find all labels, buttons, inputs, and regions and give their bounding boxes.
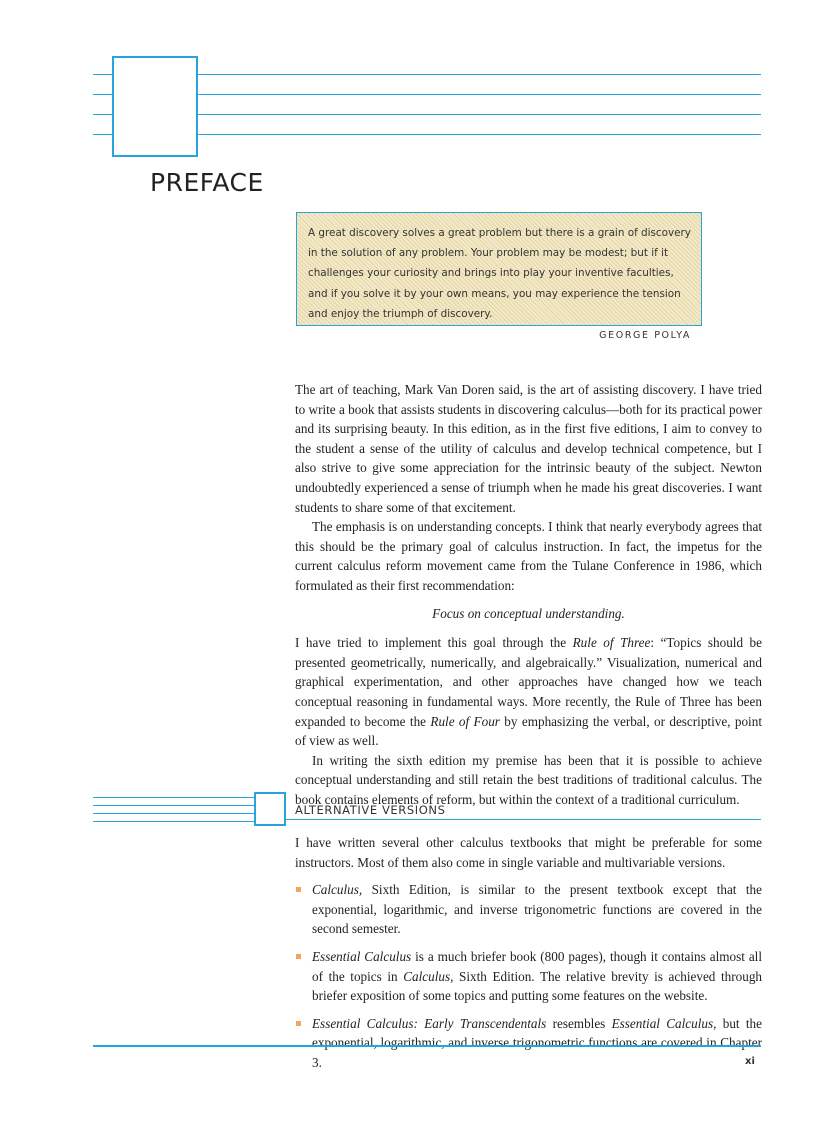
epigraph-author: GEORGE POLYA [599,330,691,342]
rule-of-four-term: Rule of Four [430,713,500,729]
bullet-icon [296,954,301,959]
paragraph: In writing the sixth edition my premise has been that it is possible to achieve conceptual understanding and still retain the best traditions of traditional calculus. The book contains elements of reform, but within the context of a traditional curriculum. [295,752,762,807]
footer-rule [93,1045,761,1047]
header-box [112,56,198,157]
paragraph: The emphasis is on understanding concepts. I think that nearly everybody agrees that this should be the primary goal of calculus instruction. In fact, the impetus for the current calculus reform movement came from the Tulane Conference in 1986, which formulated as their first recommendation: [295,519,762,593]
alternative-versions-section [295,833,762,1081]
page-title: PREFACE [150,168,264,197]
bullet-icon [296,1021,301,1026]
section-rule [93,821,255,822]
section-heading-rule [286,819,761,820]
list-item: Essential Calculus: Early Transcendentals resembles Essential Calculus, but the exponential, logarithmic, and inverse trigonometric functions are covered in Chapter 3. [295,1014,762,1073]
section-rule [93,797,255,798]
version-list [295,880,762,1072]
paragraph: I have tried to implement this goal through the Rule of Three: “Topics should be presented geometrically, numerically, and algebraically.” Visualization, numerical and graphical experimentation, and other approaches have changed how we teach conceptual reasoning in fundamental ways. More recently, the Rule of Three has been expanded to become the Rule of Four by emphasizing the verbal, or descriptive, point of view as well. [295,635,763,749]
bullet-icon [296,887,301,892]
section-box [254,792,286,826]
epigraph-box [296,212,702,342]
rule-of-three-term: Rule of Three [572,635,651,651]
epigraph-text: A great discovery solves a great problem but there is a grain of discovery in the solution of any problem. Your problem may be modest; but if it challenges your curiosity and brings into play your inventive faculties, and if you solve it by your own means, you may experience the tension and enjoy the triumph of discovery. [308,227,691,320]
section-rule [93,813,255,814]
page-number: xi [745,1056,755,1067]
paragraph: I have written several other calculus textbooks that might be preferable for some instructors. Most of them also come in single variable and multivariable versions. [295,835,762,870]
section-rule [93,805,255,806]
section-heading: ALTERNATIVE VERSIONS [295,803,446,817]
focus-statement: Focus on conceptual understanding. [432,605,625,621]
paragraph: The art of teaching, Mark Van Doren said, is the art of assisting discovery. I have tried to write a book that assists students in discovering calculus—both for its practical power and its surprising beauty. In this edition, as in the first five editions, I aim to convey to the student a sense of the utility of calculus and develop technical competence, but I also strive to give some appreciation for the intrinsic beauty of the subject. Newton undoubtedly experienced a sense of triumph when he made his great discoveries. I want students to share some of that excitement. [295,382,762,515]
intro-section [295,380,762,809]
list-item: Calculus, Sixth Edition, is similar to the present textbook except that the exponential, logarithmic, and inverse trigonometric functions are covered in the second semester. [295,880,762,939]
list-item: Essential Calculus is a much briefer book (800 pages), though it contains almost all of the topics in Calculus, Sixth Edition. The relative brevity is achieved through briefer exposition of some topics and putting some features on the website. [295,947,762,1006]
